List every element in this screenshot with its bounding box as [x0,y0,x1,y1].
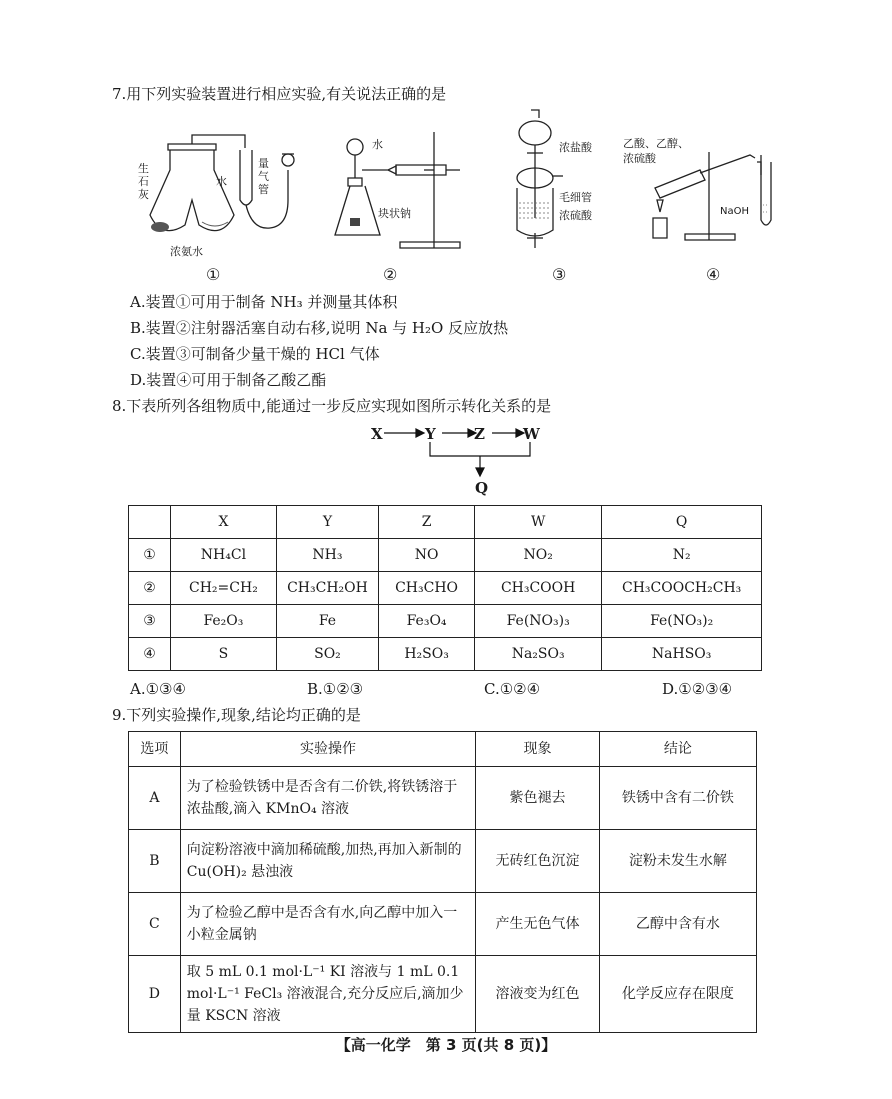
q9-stem: 9.下列实验操作,现象,结论均正确的是 [112,706,361,724]
q8-cell: CH₃CHO [379,572,475,605]
q8-row [129,638,762,671]
q8-row [129,605,762,638]
q8-header-row [129,506,762,539]
q9-header-cell: 结论 [599,732,756,767]
q8-cell: N₂ [602,539,762,572]
app1-label-line-3: 灰 [138,188,149,201]
q9-header-cell: 实验操作 [180,732,476,767]
q7-option-d: D.装置④可用于制备乙酸乙酯 [130,371,327,389]
q8-cell: ② [129,572,171,605]
diagram-z: Z [474,425,485,443]
q8-cell: ① [129,539,171,572]
app1-gas-tube-label-1: 量 [258,157,269,170]
diagram-w: W [523,425,540,443]
q8-cell: NO₂ [475,539,602,572]
q9-row [129,956,757,1033]
q9-header-cell: 选项 [129,732,181,767]
app3-capillary-label: 毛细管 [559,191,592,204]
q9-row [129,830,757,893]
q9-cell: 产生无色气体 [476,893,599,956]
app2-water-label: 水 [372,138,383,151]
app4-naoh-label: NaOH [720,206,749,217]
q8-cell: Na₂SO₃ [475,638,602,671]
app2-sodium-label: 块状钠 [378,207,411,220]
q9-row [129,893,757,956]
app1-number: ① [206,265,221,284]
q9-cell: 无砖红色沉淀 [476,830,599,893]
q8-answer-a: A.①③④ [130,680,186,698]
apparatus-2-diagram [330,130,470,255]
q9-cell: B [129,830,181,893]
q9-cell: 为了检验铁锈中是否含有二价铁,将铁锈溶于浓盐酸,滴入 KMnO₄ 溶液 [180,767,476,830]
diagram-y: Y [425,425,436,443]
app4-reagent-label-2: 浓硫酸 [623,152,656,165]
q8-cell: ④ [129,638,171,671]
q9-cell: 取 5 mL 0.1 mol·L⁻¹ KI 溶液与 1 mL 0.1 mol·L⁻¹ FeCl₃ 溶液混合,充分反应后,滴加少量 KSCN 溶液 [180,956,476,1033]
app3-number: ③ [552,265,567,284]
diagram-q: Q [475,479,489,497]
q7-stem: 7.用下列实验装置进行相应实验,有关说法正确的是 [112,85,447,103]
q9-cell: 向淀粉溶液中滴加稀硫酸,加热,再加入新制的 Cu(OH)₂ 悬浊液 [180,830,476,893]
q7-option-b: B.装置②注射器活塞自动右移,说明 Na 与 H₂O 反应放热 [130,319,509,337]
q8-header-cell: Q [602,506,762,539]
q9-cell: 铁锈中含有二价铁 [599,767,756,830]
app2-number: ② [383,265,398,284]
q9-cell: 溶液变为红色 [476,956,599,1033]
q9-header-cell: 现象 [476,732,599,767]
q8-cell: CH₂=CH₂ [171,572,277,605]
app1-ammonia-label: 浓氨水 [170,245,203,258]
q9-cell: C [129,893,181,956]
q9-cell: 紫色褪去 [476,767,599,830]
q8-cell: S [171,638,277,671]
q9-row [129,767,757,830]
q9-cell: 淀粉未发生水解 [599,830,756,893]
q8-cell: NO [379,539,475,572]
q8-cell: CH₃CH₂OH [276,572,378,605]
q8-cell: CH₃COOH [475,572,602,605]
q8-answer-c: C.①②④ [484,680,541,698]
q8-cell: NaHSO₃ [602,638,762,671]
q8-cell: Fe₂O₃ [171,605,277,638]
q7-option-c: C.装置③可制备少量干燥的 HCl 气体 [130,345,380,363]
q9-cell: 化学反应存在限度 [599,956,756,1033]
q8-cell: NH₄Cl [171,539,277,572]
app3-h2so4-label: 浓硫酸 [559,209,592,222]
app1-water-label: 水 [216,175,227,188]
q8-row [129,539,762,572]
diagram-x: X [371,425,383,443]
apparatus-1-diagram [140,130,300,260]
q8-row [129,572,762,605]
q8-header-cell: X [171,506,277,539]
q9-cell: 为了检验乙醇中是否含有水,向乙醇中加入一小粒金属钠 [180,893,476,956]
q9-header-row [129,732,757,767]
q8-header-cell [129,506,171,539]
q8-conversion-diagram [360,422,550,494]
q9-table [128,731,757,1033]
apparatus-3-diagram [505,108,565,253]
q8-cell: NH₃ [276,539,378,572]
q8-table [128,505,762,671]
q8-header-cell: Z [379,506,475,539]
q8-stem: 8.下表所列各组物质中,能通过一步反应实现如图所示转化关系的是 [112,397,552,415]
app4-reagent-label-1: 乙酸、乙醇、 [623,137,689,150]
q9-cell: D [129,956,181,1033]
q8-cell: Fe [276,605,378,638]
q8-cell: CH₃COOCH₂CH₃ [602,572,762,605]
apparatus-4-diagram [645,150,785,250]
q8-answer-d: D.①②③④ [662,680,733,698]
page-footer: 【高一化学 第 3 页(共 8 页)】 [335,1036,557,1054]
q9-cell: 乙醇中含有水 [599,893,756,956]
q8-cell: Fe₃O₄ [379,605,475,638]
app1-label-line-2: 石 [138,175,149,188]
q9-cell: A [129,767,181,830]
q8-cell: H₂SO₃ [379,638,475,671]
q8-header-cell: Y [276,506,378,539]
app3-hcl-label: 浓盐酸 [559,141,592,154]
q8-cell: SO₂ [276,638,378,671]
app1-gas-tube-label-2: 气 [258,170,269,183]
q8-header-cell: W [475,506,602,539]
app4-number: ④ [706,265,721,284]
q8-cell: Fe(NO₃)₃ [475,605,602,638]
app1-gas-tube-label-3: 管 [258,183,269,196]
app1-label-line-1: 生 [138,162,149,175]
q8-cell: Fe(NO₃)₂ [602,605,762,638]
q7-option-a: A.装置①可用于制备 NH₃ 并测量其体积 [130,293,398,311]
q8-cell: ③ [129,605,171,638]
q8-answer-b: B.①②③ [307,680,364,698]
